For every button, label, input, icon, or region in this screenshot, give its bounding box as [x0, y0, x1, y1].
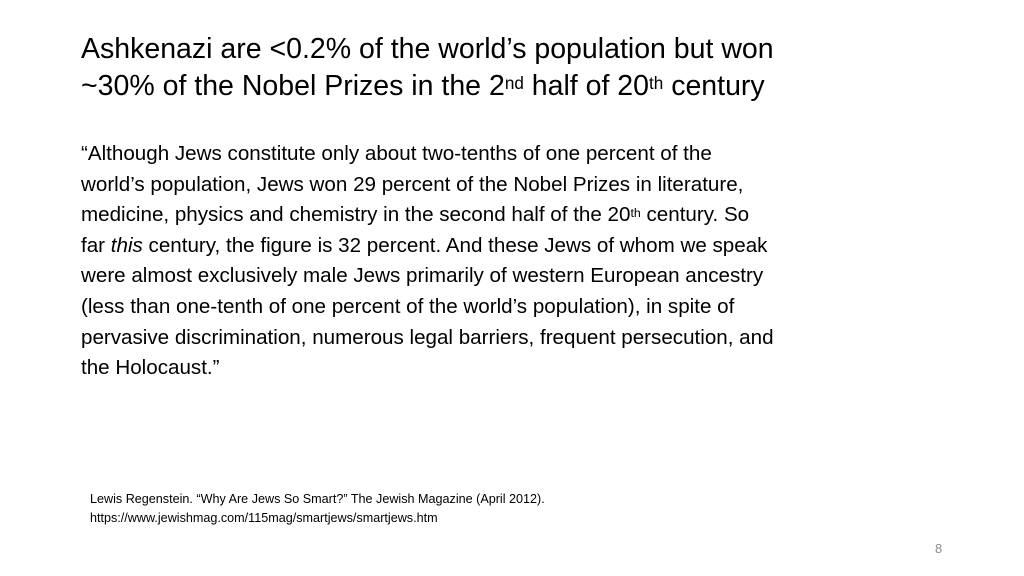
- title-text: century: [663, 70, 765, 102]
- citation-source: Lewis Regenstein. “Why Are Jews So Smart?” The Jewish Magazine (April 2012).: [90, 492, 545, 506]
- citation-url: https://www.jewishmag.com/115mag/smartjews/smartjews.htm: [90, 511, 438, 525]
- citation: [90, 490, 890, 528]
- quote-line-7: pervasive discrimination, numerous legal barriers, frequent persecution, and: [81, 325, 774, 349]
- quote-line-3: [81, 200, 981, 231]
- superscript-th: th: [630, 205, 641, 220]
- quote-line-8: the Holocaust.”: [81, 356, 220, 380]
- quote-paragraph: [81, 139, 981, 384]
- emphasis-this: this: [110, 233, 143, 257]
- title-line-1: Ashkenazi are <0.2% of the world’s population but won: [81, 33, 774, 65]
- page-number: 8: [935, 541, 943, 556]
- quote-text: century, the figure is 32 percent. And these Jews of whom we speak: [142, 233, 768, 257]
- quote-text: far: [81, 233, 111, 257]
- quote-line-2: world’s population, Jews won 29 percent of the Nobel Prizes in literature,: [81, 172, 744, 196]
- quote-text: medicine, physics and chemistry in the second half of the 20: [81, 203, 631, 227]
- quote-text: century. So: [640, 203, 750, 227]
- title-text: half of 20: [523, 70, 650, 102]
- superscript-th: th: [649, 74, 664, 94]
- superscript-nd: nd: [504, 74, 524, 94]
- slide-title: [81, 31, 981, 105]
- quote-line-6: (less than one-tenth of one percent of the world’s population), in spite of: [81, 294, 735, 318]
- title-line-2: [81, 68, 981, 105]
- quote-line-1: “Although Jews constitute only about two-tenths of one percent of the: [81, 142, 712, 165]
- quote-line-4: [81, 231, 981, 262]
- title-text: ~30% of the Nobel Prizes in the 2: [81, 70, 505, 102]
- quote-line-5: were almost exclusively male Jews primarily of western European ancestry: [81, 264, 764, 288]
